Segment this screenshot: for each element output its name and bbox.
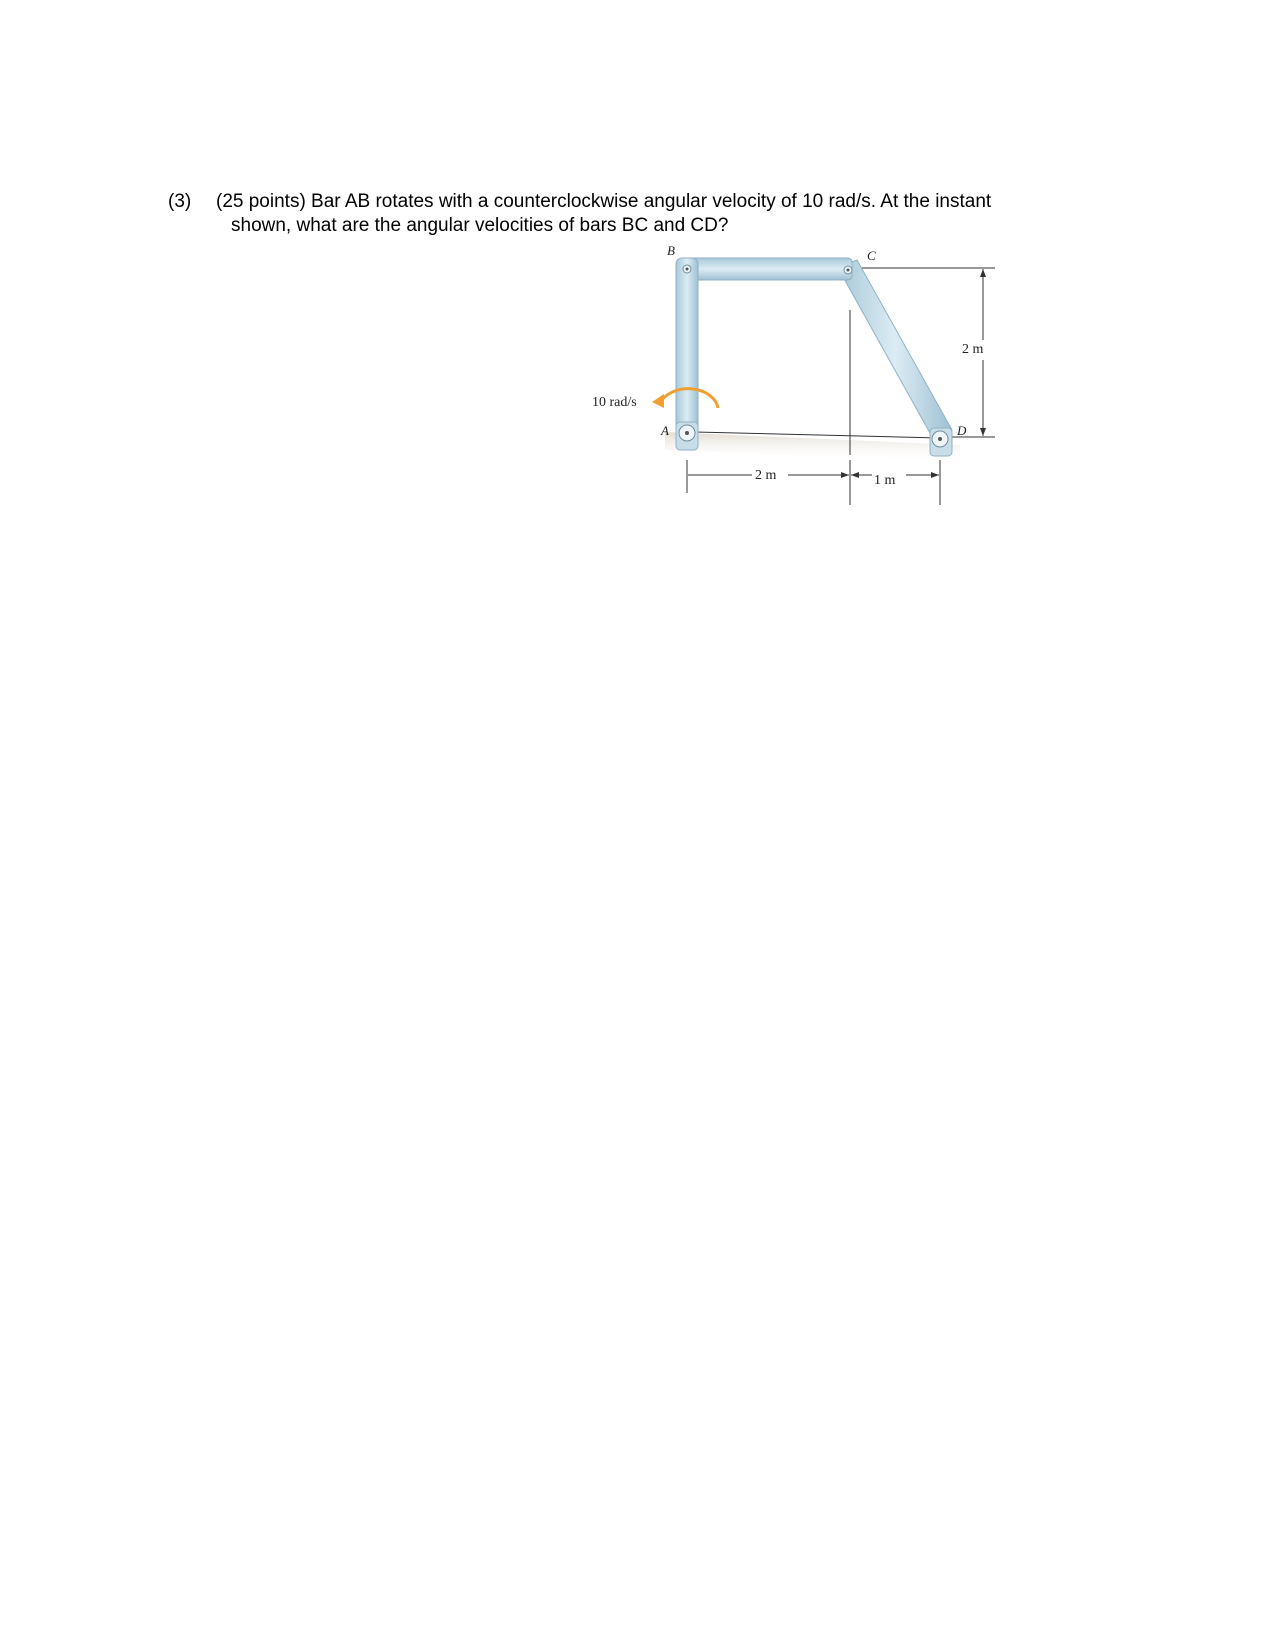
dim-vertical-label: 2 m (962, 342, 984, 357)
bar-cd (838, 260, 952, 442)
dim-arrowhead-icon (851, 472, 859, 478)
angular-velocity-arrowhead-icon (652, 394, 664, 408)
pin-d-dot (938, 437, 942, 441)
pin-c-dot (847, 269, 850, 272)
dim-arrowhead-icon (980, 269, 986, 277)
problem-text-line2: shown, what are the angular velocities of bars BC and CD? (231, 215, 729, 236)
label-point-d: D (957, 423, 967, 438)
omega-label: 10 rad/s (592, 395, 637, 410)
dim-arrowhead-icon (931, 472, 939, 478)
ground-surface (665, 432, 960, 462)
bar-bc (682, 258, 852, 280)
problem-number: (3) (168, 191, 192, 212)
dim-arrowhead-icon (841, 472, 849, 478)
dim-arrowhead-icon (980, 428, 986, 436)
problem-text-line1: (25 points) Bar AB rotates with a counterclockwise angular velocity of 10 rad/s. At the instant (216, 191, 992, 212)
bar-ab (676, 258, 698, 443)
linkage-diagram (592, 243, 1030, 540)
linkage-figure (592, 243, 1030, 540)
label-point-b: B (667, 243, 675, 258)
pin-a-dot (685, 431, 689, 435)
label-point-a: A (661, 423, 669, 438)
pin-b-dot (686, 268, 689, 271)
dim-horizontal-left-label: 2 m (755, 468, 777, 483)
dim-horizontal-right-label: 1 m (874, 473, 896, 488)
label-point-c: C (867, 248, 876, 263)
